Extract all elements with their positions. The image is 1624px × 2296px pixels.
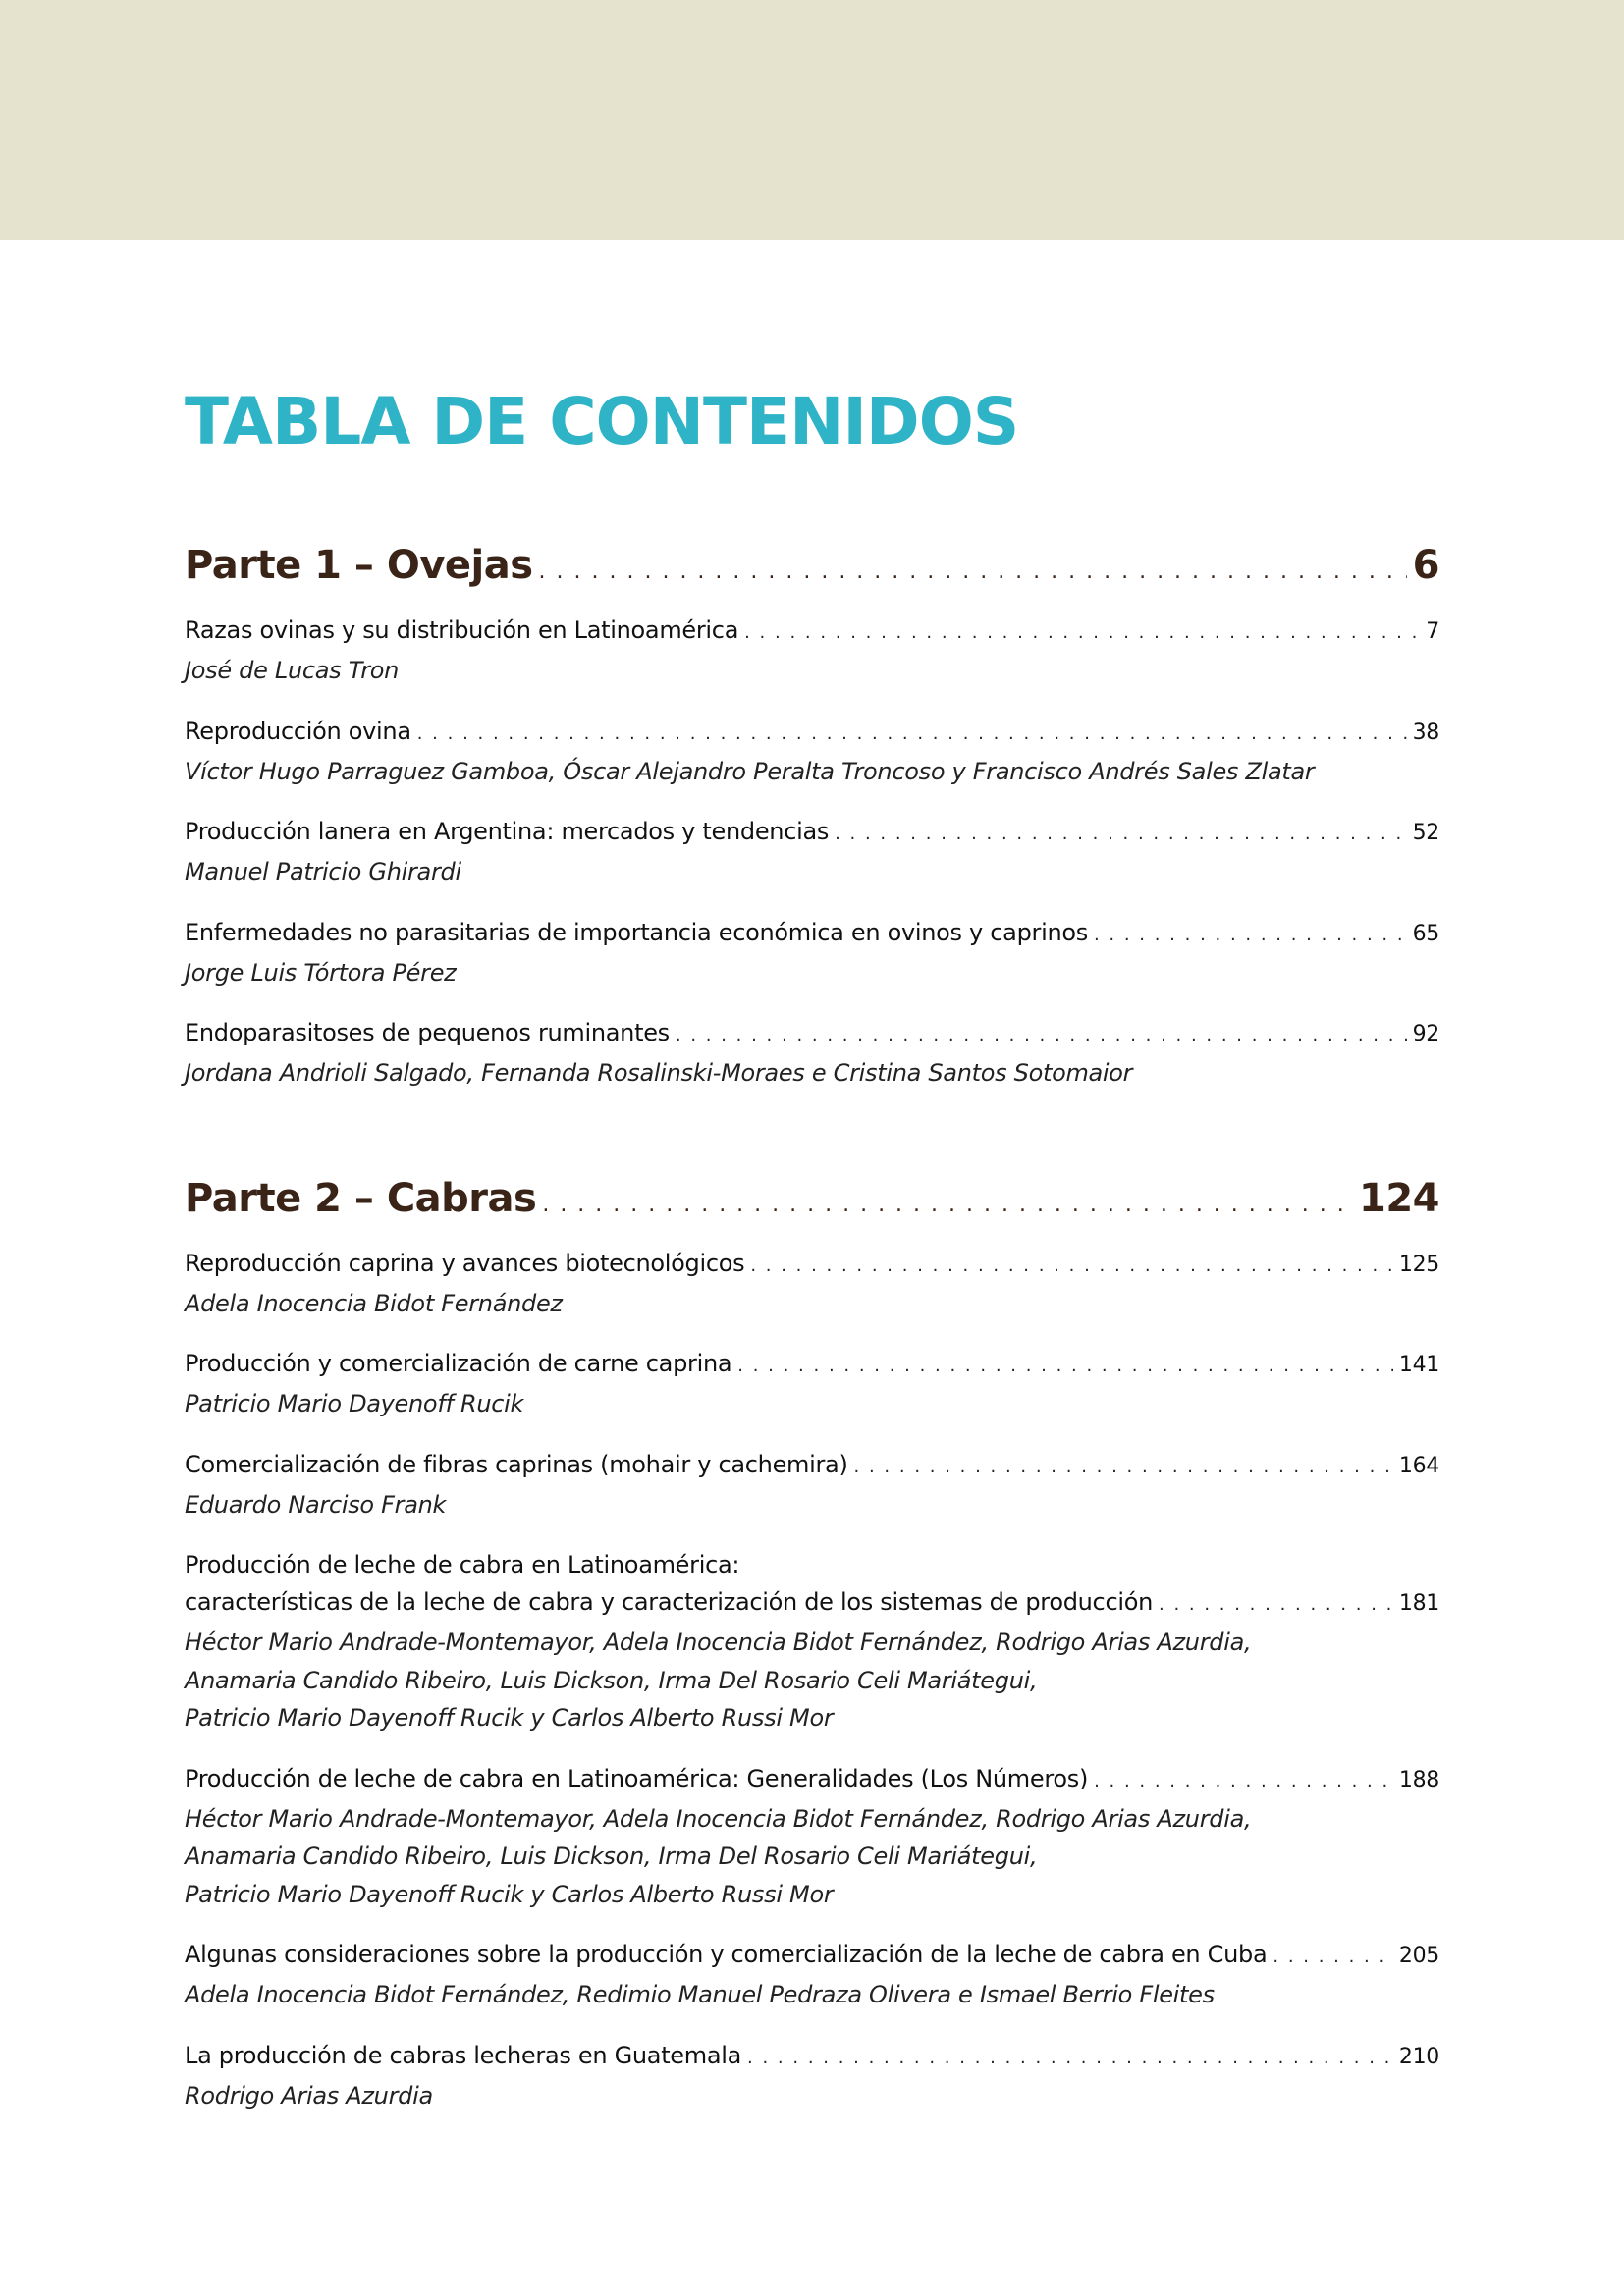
dot-leader — [1094, 917, 1407, 954]
entry-page-number: 164 — [1398, 1453, 1439, 1478]
part-heading-1[interactable] — [185, 540, 1439, 598]
dot-leader — [676, 1017, 1407, 1054]
dot-leader — [744, 614, 1420, 652]
toc-entry[interactable] — [185, 1446, 1439, 1524]
toc-entry[interactable] — [185, 1546, 1439, 1737]
part-1-entries — [185, 612, 1439, 1093]
dot-leader — [750, 1248, 1393, 1285]
toc-entry[interactable] — [185, 1014, 1439, 1093]
header-band — [0, 0, 1624, 240]
entry-authors: Patricio Mario Dayenoff Rucik — [185, 1390, 524, 1417]
entry-title: Producción de leche de cabra en Latinoamérica: Generalidades (Los Números) — [185, 1764, 1089, 1792]
toc-entry[interactable] — [185, 612, 1439, 690]
entry-title: Producción lanera en Argentina: mercados y tendencias — [185, 818, 830, 845]
toc-entry[interactable] — [185, 1936, 1439, 2014]
entry-page-number: 181 — [1398, 1591, 1439, 1616]
entry-page-number: 210 — [1398, 2044, 1439, 2069]
entry-title: Algunas consideraciones sobre la producción y comercialización de la leche de cabra en Cuba — [185, 1941, 1268, 1968]
entry-page-number: 7 — [1426, 619, 1439, 644]
entry-title: Producción y comercialización de carne caprina — [185, 1350, 732, 1377]
entry-authors: Rodrigo Arias Azurdia — [185, 2081, 433, 2109]
part-label: Parte 1 – Ovejas — [185, 543, 533, 588]
entry-authors: Adela Inocencia Bidot Fernández, Redimio Manuel Pedraza Olivera e Ismael Berrio Fleites — [185, 1981, 1215, 2008]
toc-entry[interactable] — [185, 713, 1439, 791]
toc-entry[interactable] — [185, 1345, 1439, 1423]
entry-authors: Jordana Andrioli Salgado, Fernanda Rosalinski-Moraes e Cristina Santos Sotomaior — [185, 1059, 1133, 1087]
toc-entry[interactable] — [185, 813, 1439, 891]
entry-authors: Eduardo Narciso Frank — [185, 1490, 447, 1519]
entry-authors: Anamaria Candido Ribeiro, Luis Dickson, Irma Del Rosario Celi Mariátegui, — [185, 1666, 1038, 1694]
entry-page-number: 65 — [1412, 921, 1439, 946]
dot-leader — [1272, 1939, 1393, 1976]
page-title: TABLA DE CONTENIDOS — [185, 384, 1019, 459]
entry-authors: Héctor Mario Andrade-Montemayor, Adela Inocencia Bidot Fernández, Rodrigo Arias Azurdia, — [185, 1804, 1252, 1833]
entry-title: Razas ovinas y su distribución en Latinoamérica — [185, 616, 739, 644]
table-of-contents — [185, 383, 1439, 2137]
entry-title-first-line: Producción de leche de cabra en Latinoamérica: — [185, 1551, 740, 1578]
toc-entry[interactable] — [185, 1760, 1439, 1914]
entry-authors: Adela Inocencia Bidot Fernández — [185, 1289, 563, 1317]
entry-page-number: 38 — [1412, 720, 1439, 745]
entry-authors: Patricio Mario Dayenoff Rucik y Carlos Alberto Russi Mor — [185, 1880, 834, 1908]
dot-leader — [539, 547, 1407, 598]
entry-title: Reproducción caprina y avances biotecnológicos — [185, 1249, 745, 1277]
entry-title: Comercialización de fibras caprinas (mohair y cachemira) — [185, 1450, 848, 1478]
entry-title: La producción de cabras lecheras en Guatemala — [185, 2041, 742, 2069]
dot-leader — [1159, 1586, 1393, 1624]
entry-title: características de la leche de cabra y caracterización de los sistemas de producción — [185, 1588, 1154, 1616]
entry-authors: Anamaria Candido Ribeiro, Luis Dickson, Irma Del Rosario Celi Mariátegui, — [185, 1842, 1038, 1870]
dot-leader — [417, 716, 1407, 753]
dot-leader — [854, 1449, 1393, 1486]
part-page-number: 124 — [1359, 1175, 1439, 1221]
entry-authors: Patricio Mario Dayenoff Rucik y Carlos Alberto Russi Mor — [185, 1704, 834, 1732]
part-page-number: 6 — [1412, 543, 1439, 588]
entry-authors: Víctor Hugo Parraguez Gamboa, Óscar Alejandro Peralta Troncoso y Francisco Andrés Sales Zlatar — [185, 757, 1315, 785]
toc-entry[interactable] — [185, 914, 1439, 992]
entry-page-number: 205 — [1398, 1944, 1439, 1968]
entry-title: Enfermedades no parasitarias de importancia económica en ovinos y caprinos — [185, 918, 1088, 946]
entry-authors: Manuel Patricio Ghirardi — [185, 858, 461, 885]
dot-leader — [542, 1180, 1353, 1231]
dot-leader — [747, 2040, 1393, 2077]
entry-title: Endoparasitoses de pequenos ruminantes — [185, 1019, 670, 1046]
entry-page-number: 52 — [1412, 821, 1439, 845]
entry-authors: Héctor Mario Andrade-Montemayor, Adela Inocencia Bidot Fernández, Rodrigo Arias Azurdia, — [185, 1629, 1252, 1656]
toc-entry[interactable] — [185, 1245, 1439, 1323]
part-label: Parte 2 – Cabras — [185, 1175, 537, 1221]
part-heading-2[interactable] — [185, 1173, 1439, 1231]
part-2-entries — [185, 1245, 1439, 2115]
entry-page-number: 188 — [1398, 1767, 1439, 1792]
entry-page-number: 125 — [1398, 1252, 1439, 1277]
entry-title: Reproducción ovina — [185, 717, 411, 745]
entry-authors: José de Lucas Tron — [185, 657, 400, 684]
toc-entry[interactable] — [185, 2037, 1439, 2115]
entry-page-number: 141 — [1398, 1353, 1439, 1377]
dot-leader — [835, 816, 1407, 853]
entry-authors: Jorge Luis Tórtora Pérez — [185, 958, 457, 987]
dot-leader — [1094, 1763, 1393, 1800]
entry-page-number: 92 — [1412, 1022, 1439, 1046]
dot-leader — [737, 1348, 1393, 1385]
